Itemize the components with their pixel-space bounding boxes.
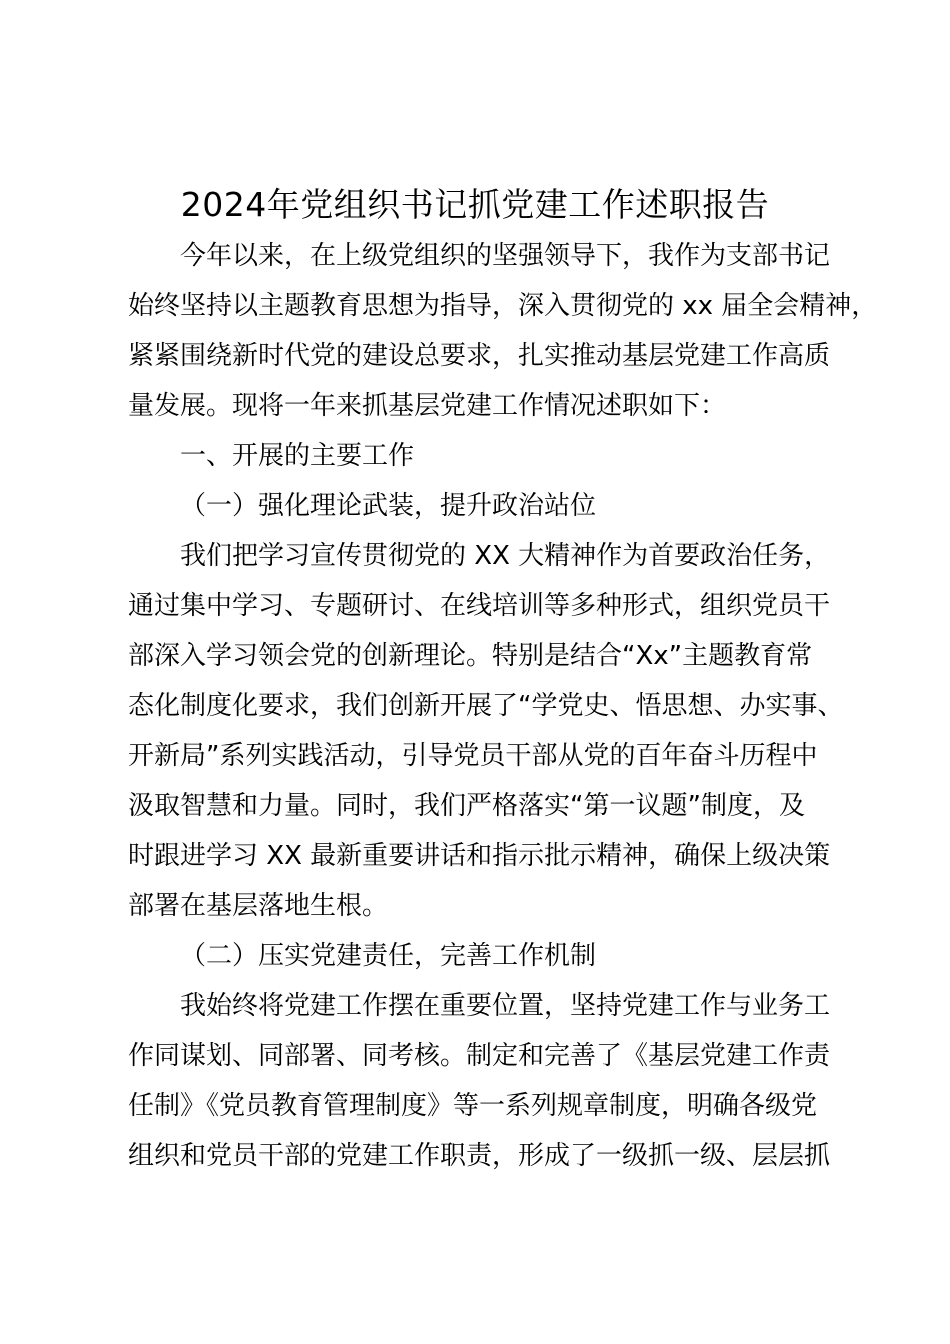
paragraph-line: 紧紧围绕新时代党的建设总要求，扎实推动基层党建工作高质 xyxy=(128,341,831,371)
paragraph-line: 部署在基层落地生根。 xyxy=(128,891,389,921)
paragraph-line: 时跟进学习 XX 最新重要讲话和指示批示精神，确保上级决策 xyxy=(128,841,831,871)
paragraph-line: 始终坚持以主题教育思想为指导，深入贯彻党的 xx 届全会精神， xyxy=(128,291,878,321)
paragraph-line: 通过集中学习、专题研讨、在线培训等多种形式，组织党员干 xyxy=(128,591,831,621)
paragraph-line: 开新局”系列实践活动，引导党员干部从党的百年奋斗历程中 xyxy=(128,741,818,771)
paragraph-line: 组织和党员干部的党建工作职责，形成了一级抓一级、层层抓 xyxy=(128,1141,831,1171)
paragraph-line: 我们把学习宣传贯彻党的 XX 大精神作为首要政治任务， xyxy=(180,541,831,571)
section-heading: 一、开展的主要工作 xyxy=(180,441,415,471)
document-body xyxy=(128,231,878,1181)
document-title: 2024年党组织书记抓党建工作述职报告 xyxy=(180,185,770,224)
subsection-heading: （二）压实党建责任，完善工作机制 xyxy=(180,941,597,971)
subsection-heading: （一）强化理论武装，提升政治站位 xyxy=(180,491,597,521)
paragraph-line: 部深入学习领会党的创新理论。特别是结合“Xx”主题教育常 xyxy=(128,641,813,671)
paragraph-line: 汲取智慧和力量。同时，我们严格落实“第一议题”制度，及 xyxy=(128,791,805,821)
paragraph-line: 态化制度化要求，我们创新开展了“学党史、悟思想、办实事、 xyxy=(128,691,844,721)
paragraph-line: 量发展。现将一年来抓基层党建工作情况述职如下： xyxy=(128,391,727,421)
paragraph-line: 任制》《党员教育管理制度》等一系列规章制度，明确各级党 xyxy=(128,1091,818,1121)
paragraph-line: 我始终将党建工作摆在重要位置，坚持党建工作与业务工 xyxy=(180,991,831,1021)
paragraph-line: 今年以来，在上级党组织的坚强领导下，我作为支部书记 xyxy=(180,241,831,271)
paragraph-line: 作同谋划、同部署、同考核。制定和完善了《基层党建工作责 xyxy=(128,1041,831,1071)
